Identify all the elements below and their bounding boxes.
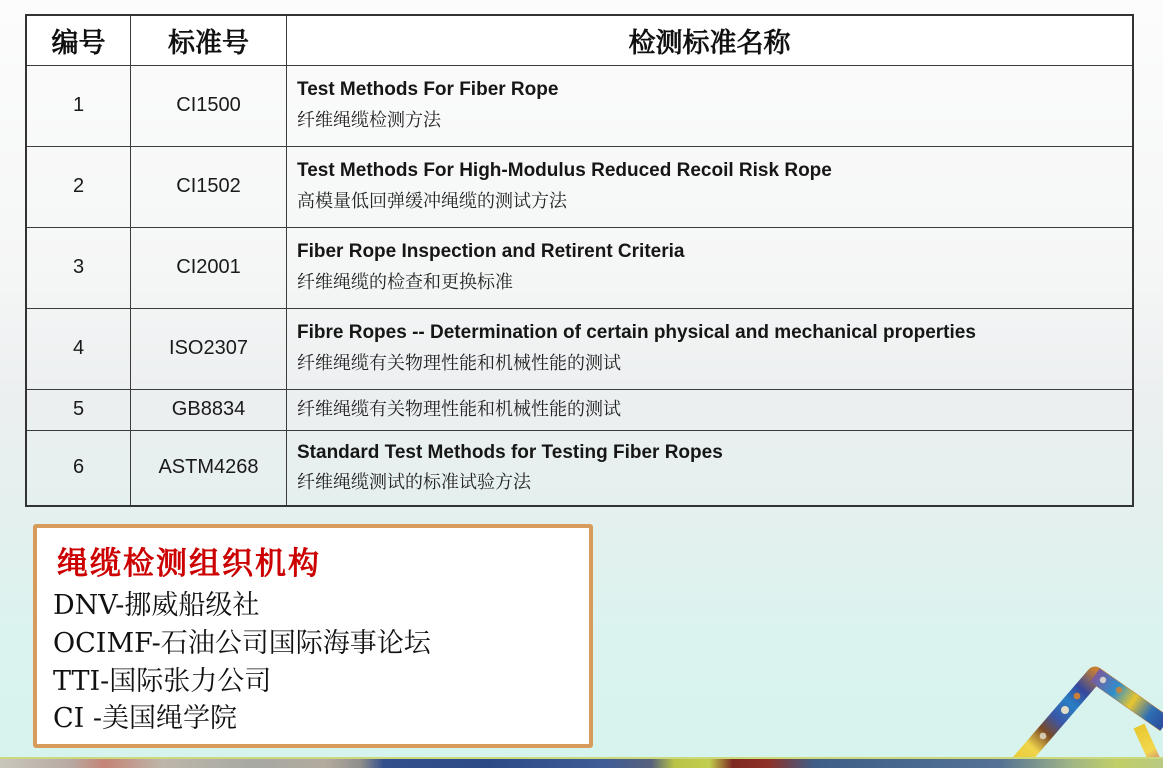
standard-name-english: Test Methods For High-Modulus Reduced Recoil Risk Rope xyxy=(297,160,832,182)
org-item-ocimf: OCIMF-石油公司国际海事论坛 xyxy=(53,627,431,659)
header-standard-code: 标准号 xyxy=(131,15,287,65)
table-row xyxy=(26,146,1133,227)
table-row xyxy=(26,308,1133,389)
cell-number: 2 xyxy=(26,146,131,227)
organizations-list xyxy=(53,587,573,738)
standard-name-chinese: 纤维绳缆检测方法 xyxy=(297,110,441,132)
cell-standard-code: ISO2307 xyxy=(131,308,287,389)
standard-name-chinese: 纤维绳缆测试的标准试验方法 xyxy=(297,472,531,494)
standards-table-header xyxy=(26,15,1133,65)
cell-standard-name xyxy=(287,146,1134,227)
org-item-ci: CI -美国绳学院 xyxy=(53,703,238,735)
cell-number: 4 xyxy=(26,308,131,389)
org-item-dnv: DNV-挪威船级社 xyxy=(53,590,260,621)
table-row xyxy=(26,430,1133,506)
table-row xyxy=(26,389,1133,430)
rope-image xyxy=(973,618,1163,768)
cell-standard-name xyxy=(287,430,1134,506)
cell-standard-name xyxy=(287,389,1134,430)
standards-table xyxy=(25,14,1134,507)
header-standard-name: 检测标准名称 xyxy=(287,15,1134,65)
cell-standard-name xyxy=(287,65,1134,146)
cell-number: 6 xyxy=(26,430,131,506)
cell-standard-code: GB8834 xyxy=(131,389,287,430)
standard-name-english: Standard Test Methods for Testing Fiber Ropes xyxy=(297,441,723,463)
standard-name-chinese: 纤维绳缆的检查和更换标准 xyxy=(297,272,513,294)
organizations-title: 绳缆检测组织机构 xyxy=(57,546,321,582)
header-row xyxy=(26,15,1133,65)
cell-number: 5 xyxy=(26,389,131,430)
table-row xyxy=(26,227,1133,308)
table-row xyxy=(26,65,1133,146)
standard-name-english: Fiber Rope Inspection and Retirent Criteria xyxy=(297,241,685,263)
cell-standard-code: CI1500 xyxy=(131,65,287,146)
cell-number: 1 xyxy=(26,65,131,146)
standard-name-english: Test Methods For Fiber Rope xyxy=(297,79,559,101)
standard-name-chinese: 纤维绳缆有关物理性能和机械性能的测试 xyxy=(297,398,621,420)
org-item-tti: TTI-国际张力公司 xyxy=(53,665,272,697)
cell-standard-code: CI1502 xyxy=(131,146,287,227)
standards-table-body xyxy=(26,65,1133,506)
header-number: 编号 xyxy=(26,15,131,65)
standard-name-english: Fibre Ropes -- Determination of certain physical and mechanical properties xyxy=(297,322,976,344)
cell-standard-code: ASTM4268 xyxy=(131,430,287,506)
organizations-box xyxy=(33,524,593,748)
cell-standard-name xyxy=(287,308,1134,389)
bottom-rope-strip xyxy=(0,757,1163,768)
cell-standard-name xyxy=(287,227,1134,308)
standard-name-chinese: 高模量低回弹缓冲绳缆的测试方法 xyxy=(297,191,567,213)
cell-number: 3 xyxy=(26,227,131,308)
standard-name-chinese: 纤维绳缆有关物理性能和机械性能的测试 xyxy=(297,353,621,375)
cell-standard-code: CI2001 xyxy=(131,227,287,308)
